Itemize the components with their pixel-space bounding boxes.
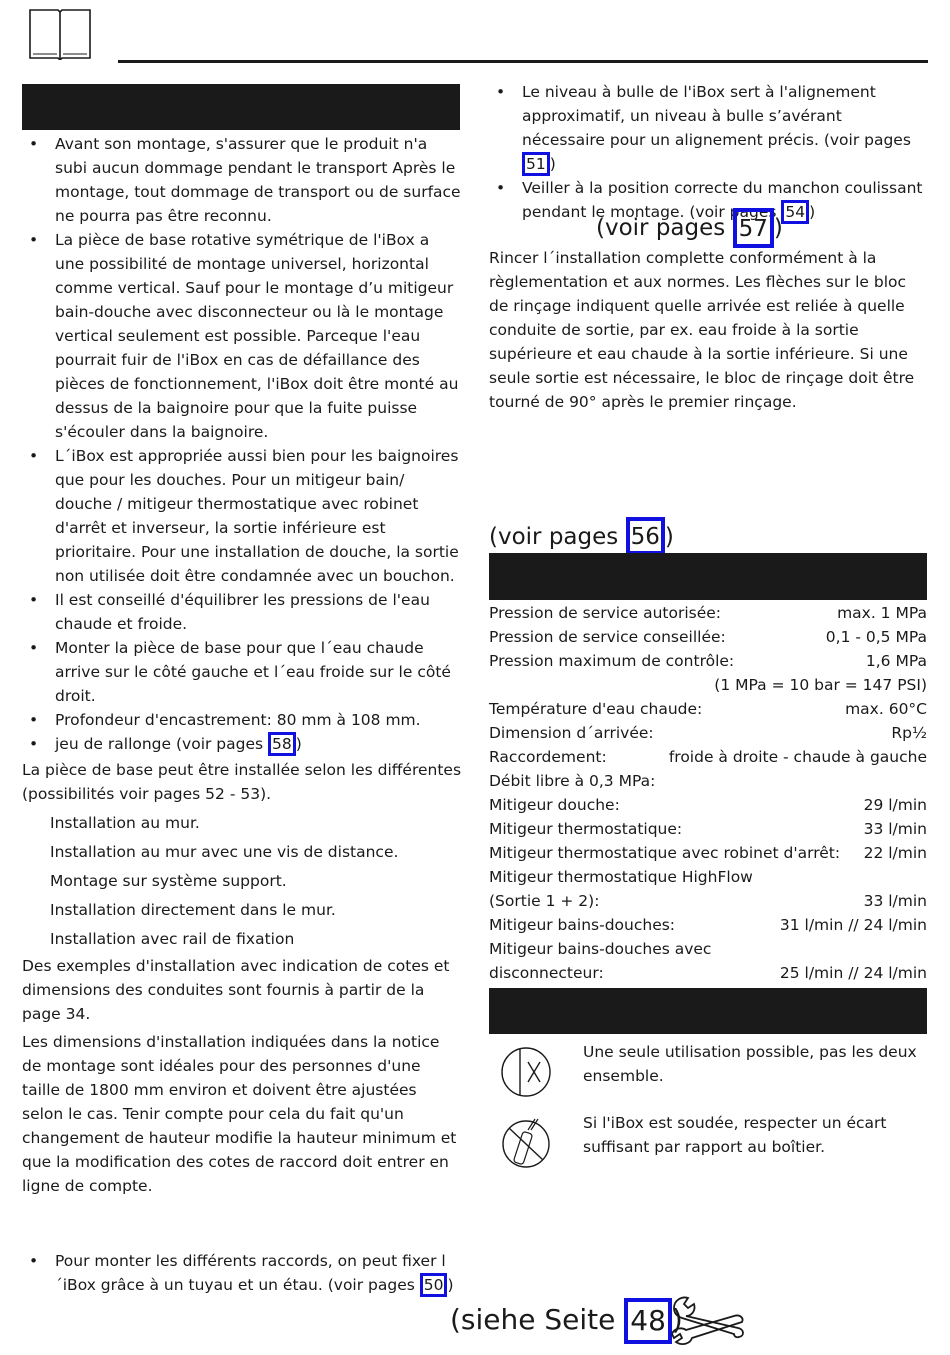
list-item: • jeu de rallonge (voir pages 58 ) xyxy=(22,732,462,756)
list-item: Installation au mur. xyxy=(50,814,200,832)
table-row: Dimension d´arrivée: Rp½ xyxy=(489,724,927,742)
table-row: Mitigeur bains-douches avec xyxy=(489,940,712,958)
install-options-list xyxy=(22,809,462,954)
rinse-paragraph: Rincer l´installation complette conformément à la règlementation et aux normes. Les flèches sur le bloc de rinçage indiquent quelle arrivée est reliée à quelle conduite de sortie, par ex. eau froide à la sortie supérieure et eau chaude à la sortie inférieure. Si une seule sortie est nécessaire, le bloc de rinçage doit être tourné de 90° après le premier rinçage. xyxy=(489,249,915,411)
page-ref-link[interactable]: 51 xyxy=(522,152,550,176)
specs-page-ref: (voir pages 56 ) xyxy=(489,517,674,557)
table-row: Mitigeur douche: 29 l/min xyxy=(489,796,927,814)
table-row: disconnecteur: 25 l/min // 24 l/min xyxy=(489,964,927,982)
table-row: (Sortie 1 + 2): 33 l/min xyxy=(489,892,927,910)
list-item: Installation au mur avec une vis de distance. xyxy=(50,843,399,861)
page-ref-link[interactable]: 50 xyxy=(420,1273,448,1297)
header-rule xyxy=(118,60,928,63)
list-item: • Profondeur d'encastrement: 80 mm à 108 mm. xyxy=(22,708,462,732)
page-ref-link[interactable]: 56 xyxy=(626,517,665,555)
list-item: Installation avec rail de fixation xyxy=(50,930,295,948)
book-icon xyxy=(28,8,92,60)
table-row: Mitigeur thermostatique: 33 l/min xyxy=(489,820,927,838)
specs-table xyxy=(489,601,927,985)
list-item: • Pour monter les différents raccords, on peut fixer l´iBox grâce à un tuyau et un étau. (voir pages 50 ) xyxy=(22,1249,462,1297)
table-row: (1 MPa = 10 bar = 147 PSI) xyxy=(714,676,927,694)
wrench-icon xyxy=(668,1294,748,1348)
rinse-page-ref: (voir pages 57 ) xyxy=(596,208,783,248)
dimensions-paragraph: Les dimensions d'installation indiquées dans la notice de montage sont idéales pour des personnes d'une taille de 1800 mm environ et doivent être ajustées selon le cas. Tenir compte pour cela du fait qu'un changement de hauteur modifie la hauteur minimum et que la modification des cotes de raccord doit entrer en ligne de compte. xyxy=(22,1033,457,1195)
table-row: Mitigeur bains-douches: 31 l/min // 24 l/min xyxy=(489,916,927,934)
note-text: Si l'iBox est soudée, respecter un écart suffisant par rapport au boîtier. xyxy=(583,1114,887,1156)
left-bullet-list xyxy=(22,132,462,756)
list-item: Montage sur système support. xyxy=(50,872,287,890)
page-ref-link[interactable]: 54 xyxy=(781,200,809,224)
table-row: Pression de service autorisée: max. 1 MPa xyxy=(489,604,927,622)
table-row: Débit libre à 0,3 MPa: xyxy=(489,772,656,790)
circle-cross-icon xyxy=(500,1046,552,1098)
list-item: • Le niveau à bulle de l'iBox sert à l'alignement approximatif, un niveau à bulle s’avérant nécessaire pour un alignement précis. (voir pages 51 ) xyxy=(489,80,929,176)
base-install-paragraph: La pièce de base peut être installée selon les différentes (possibilités voir pages 52 - 53). xyxy=(22,761,462,803)
note-text: Une seule utilisation possible, pas les deux ensemble. xyxy=(583,1043,917,1085)
table-row: Pression maximum de contrôle: 1,6 MPa xyxy=(489,652,927,670)
page-ref-link[interactable]: 57 xyxy=(733,208,774,248)
table-row: Pression de service conseillée: 0,1 - 0,5 MPa xyxy=(489,628,927,646)
right-bullet-list xyxy=(489,80,929,224)
specs-heading-bar xyxy=(489,553,927,600)
list-item: • Il est conseillé d'équilibrer les pressions de l'eau chaude et froide. xyxy=(22,588,462,636)
list-item: • La pièce de base rotative symétrique de l'iBox a une possibilité de montage universel, horizontal comme vertical. Sauf pour le montage d’u mitigeur bain-douche avec disconnecteur ou là le montage vertical seulement est possible. Parceque l'eau pourrait fuir de l'iBox en cas de défaillance des pièces de fonctionnement, l'iBox doit être monté au dessus de la baignoire pour que la fuite puisse s'écouler dans la baignoire. xyxy=(22,228,462,444)
left-section-heading-bar xyxy=(22,84,460,130)
table-row: Mitigeur thermostatique avec robinet d'arrêt: 22 l/min xyxy=(489,844,927,862)
left-bottom-bullet-list xyxy=(22,1249,462,1297)
table-row: Mitigeur thermostatique HighFlow xyxy=(489,868,753,886)
list-item: • Monter la pièce de base pour que l´eau chaude arrive sur le côté gauche et l´eau froide sur le côté droit. xyxy=(22,636,462,708)
page-ref-link[interactable]: 58 xyxy=(268,732,296,756)
page-ref-link[interactable]: 48 xyxy=(624,1298,672,1344)
no-welding-icon xyxy=(500,1116,552,1172)
list-item: • Veiller à la position correcte du manchon coulissant pendant le montage. (voir pages 54 ) xyxy=(489,176,929,224)
list-item: • Avant son montage, s'assurer que le produit n'a subi aucun dommage pendant le transport Après le montage, tout dommage de transport ou de surface ne pourra pas être reconnu. xyxy=(22,132,462,228)
footer-page-ref: (siehe Seite 48 ) xyxy=(450,1298,683,1344)
list-item: • L´iBox est appropriée aussi bien pour les baignoires que pour les douches. Pour un mitigeur bain/ douche / mitigeur thermostatique avec robinet d'arrêt et inverseur, la sortie inférieure est prioritaire. Pour une installation de douche, la sortie non utilisée doit être condamnée avec un bouchon. xyxy=(22,444,462,588)
table-row: Raccordement: froide à droite - chaude à gauche xyxy=(489,748,927,766)
examples-paragraph: Des exemples d'installation avec indication de cotes et dimensions des conduites sont fournis à partir de la page 34. xyxy=(22,957,450,1023)
table-row: Température d'eau chaude: max. 60°C xyxy=(489,700,927,718)
list-item: Installation directement dans le mur. xyxy=(50,901,336,919)
notes-heading-bar xyxy=(489,988,927,1034)
